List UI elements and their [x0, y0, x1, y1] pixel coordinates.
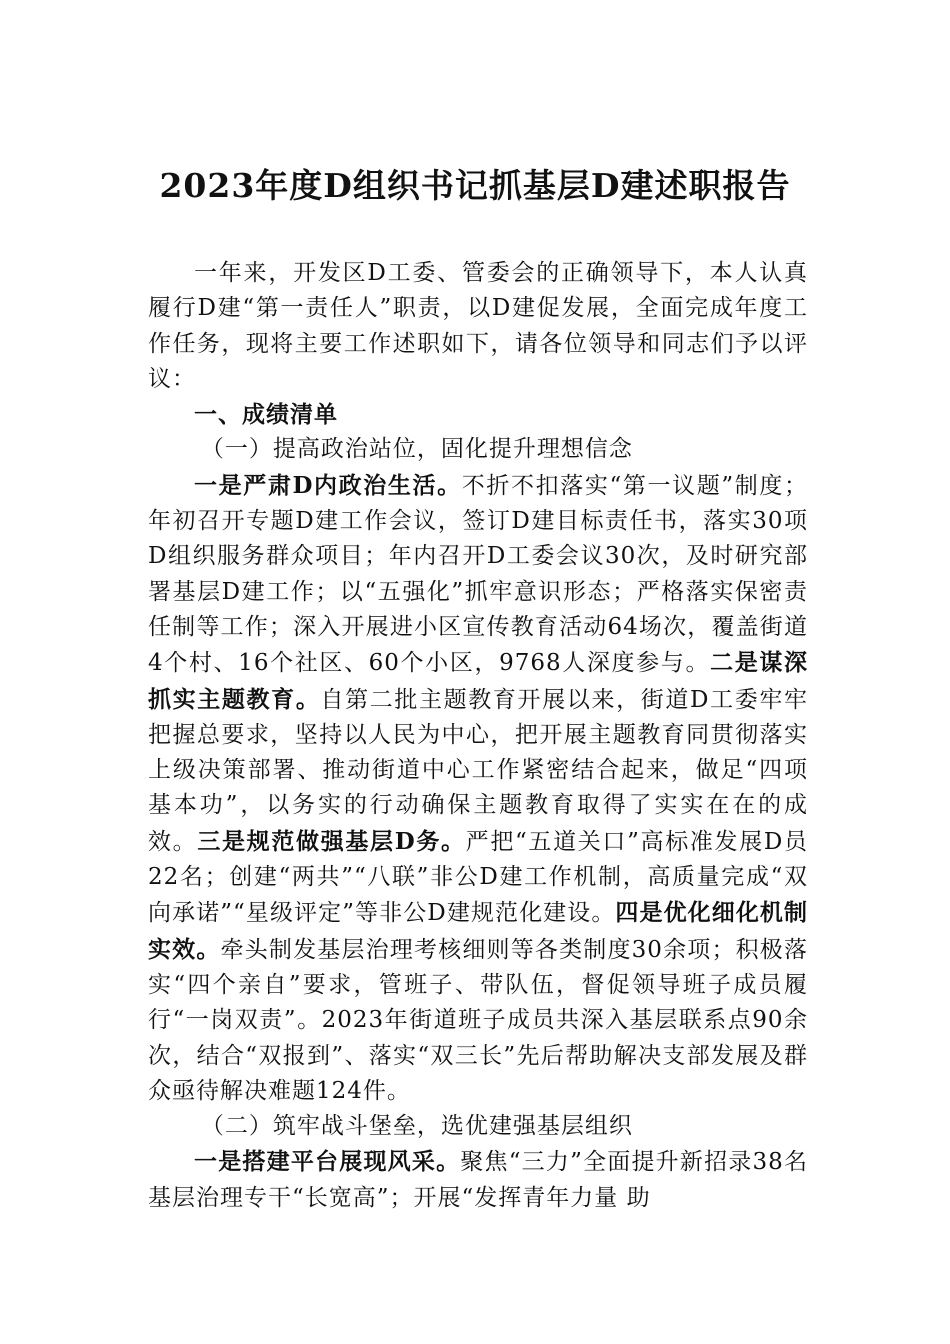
section-heading: 一、成绩清单 [194, 401, 338, 429]
paragraph-lead: 二是谋深抓实主题教育。 [148, 649, 809, 713]
paragraph-lead: 三是规范做强基层D务。 [197, 827, 466, 855]
paragraph-text: 严把“五道关口”高标准发展D员22名；创建“两共”“八联”非公D建工作机制，高质量完成“双向承诺”“星级评定”等非公D建规范化建设。 [148, 828, 808, 927]
paragraph-lead: 四是优化细化机制实效。 [148, 899, 808, 963]
subsection-paragraph [148, 1144, 808, 1216]
paragraph-text: 牵头制发基层治理考核细则等各类制度30余项；积极落实“四个亲自”要求，管班子、带队伍，督促领导班子成员履行“一岗双责”。2023年街道班子成员共深入基层联系点90余次，结合“双报到”、落实“双三长”先后帮助解决支部发展及群众亟待解决难题124件。 [148, 936, 808, 1104]
subsection-heading: （一）提高政治站位，固化提升理想信念 [200, 436, 633, 463]
subsection-heading: （二）筑牢战斗堡垒，选优建强基层组织 [200, 1113, 633, 1140]
paragraph-text: 聚焦“三力”全面提升新招录38名基层治理专干“长宽高”；开展“发挥青年力量 助 [148, 1149, 808, 1211]
document-body [148, 256, 808, 1216]
paragraph-lead: 一是严肃D内政治生活。 [194, 471, 462, 499]
subsection-paragraph [148, 468, 808, 1109]
paragraph-text: 不折不扣落实“第一议题”制度；年初召开专题D建工作会议，签订D建目标责任书，落实30项D组织服务群众项目；年内召开D工委会议30次，及时研究部署基层D建工作；以“五强化”抓牢意识形态；严格落实保密责任制等工作；深入开展进小区宣传教育活动64场次，覆盖街道4个村、16个社区、60个小区，9768人深度参与。 [148, 472, 808, 677]
paragraph-lead: 一是搭建平台展现风采。 [194, 1148, 461, 1176]
document-title: 2023年度D组织书记抓基层D建述职报告 [159, 166, 791, 205]
paragraph-text: 自第二批主题教育开展以来，街道D工委牢牢把握总要求，坚持以人民为中心，把开展主题教育同贯彻落实上级决策部署、推动街道中心工作紧密结合起来，做足“四项基本功”，以务实的行动确保主题教育取得了实实在在的成效。 [148, 686, 809, 855]
intro-paragraph: 一年来，开发区D工委、管委会的正确领导下，本人认真履行D建“第一责任人”职责，以D建促发展，全面完成年度工作任务，现将主要工作述职如下，请各位领导和同志们予以评议： [148, 260, 808, 392]
